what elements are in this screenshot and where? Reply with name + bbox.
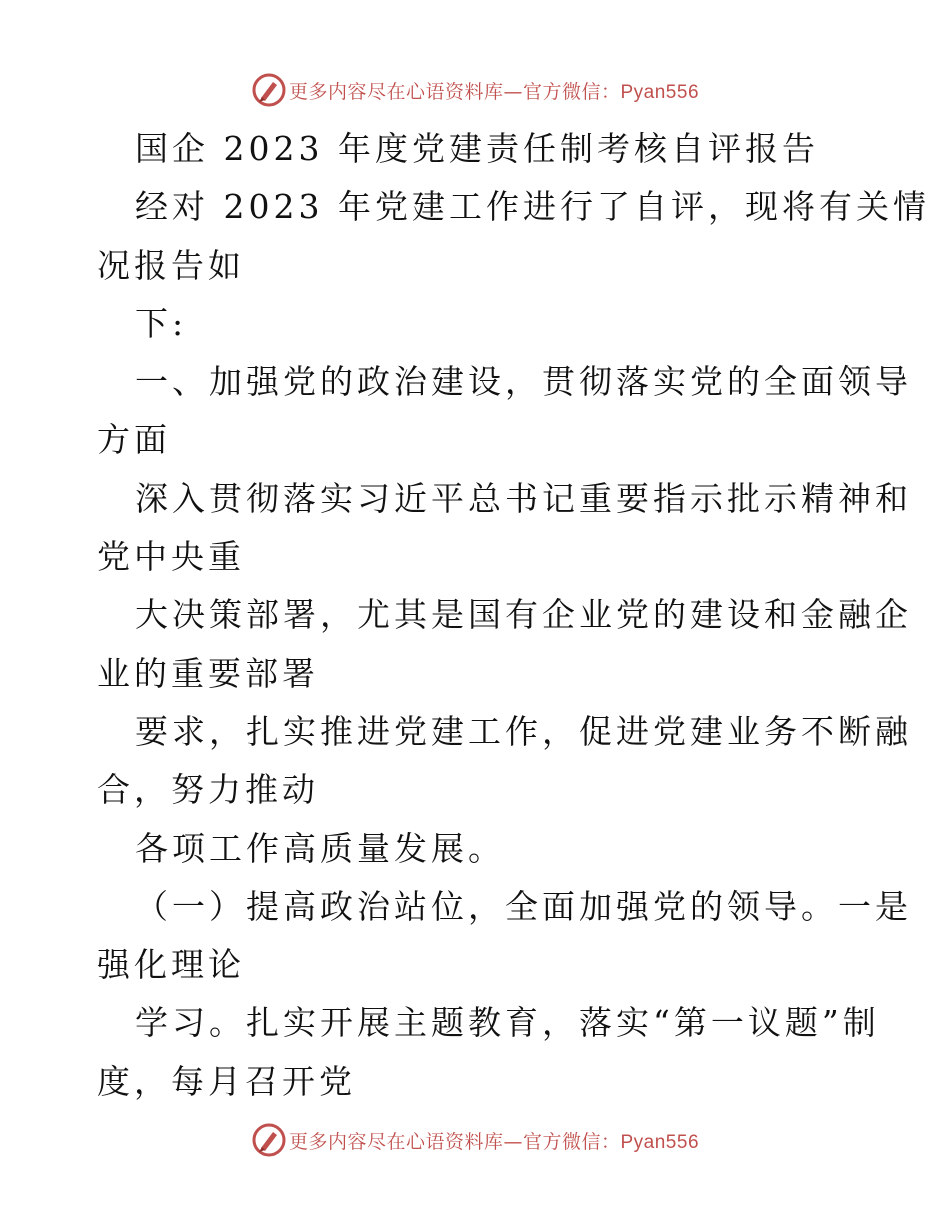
body-text-line: 度，每月召开党	[97, 1061, 356, 1101]
footer-watermark-banner	[0, 1120, 950, 1160]
body-text-line: 强化理论	[97, 945, 245, 985]
pen-logo-icon	[251, 1122, 287, 1158]
body-text-line: 一、加强党的政治建设，贯彻落实党的全面领导	[135, 362, 912, 402]
body-text-line: 各项工作高质量发展。	[135, 828, 505, 868]
body-text-line: 深入贯彻落实习近平总书记重要指示批示精神和	[135, 478, 912, 518]
body-text-line: 方面	[97, 420, 171, 460]
banner-text: 更多内容尽在心语资料库—官方微信：	[288, 80, 621, 103]
banner-account: Pyan556	[620, 81, 700, 103]
body-text-line: 学习。扎实开展主题教育，落实“第一议题”制	[135, 1003, 880, 1043]
body-text-line: （一）提高政治站位，全面加强党的领导。一是	[135, 886, 912, 926]
body-text-line: 经对 2023 年党建工作进行了自评，现将有关情	[135, 187, 930, 227]
document-title: 国企 2023 年度党建责任制考核自评报告	[135, 129, 819, 168]
body-text-line: 业的重要部署	[97, 653, 319, 693]
document-body	[97, 120, 930, 1111]
body-text-line: 党中央重	[97, 537, 245, 577]
body-text-line: 下:	[135, 303, 188, 343]
body-text-line: 合，努力推动	[97, 770, 319, 810]
banner-account: Pyan556	[620, 1131, 700, 1153]
banner-text: 更多内容尽在心语资料库—官方微信：	[288, 1130, 621, 1153]
pen-logo-icon	[251, 72, 287, 108]
body-text-line: 大决策部署，尤其是国有企业党的建设和金融企	[135, 595, 912, 635]
header-watermark-banner	[0, 70, 950, 110]
body-text-line: 况报告如	[97, 245, 245, 285]
body-text-line: 要求，扎实推进党建工作，促进党建业务不断融	[135, 711, 912, 751]
